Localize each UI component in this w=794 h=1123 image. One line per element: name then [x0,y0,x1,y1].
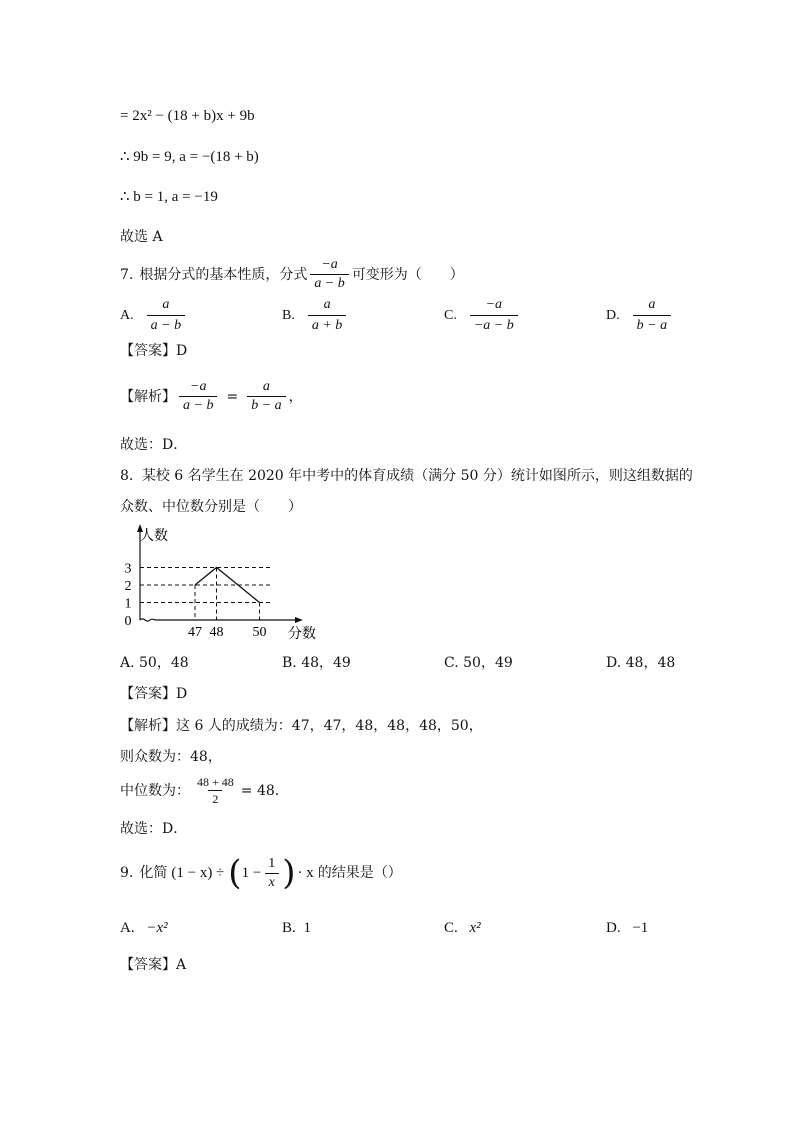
analysis-tail: ， [288,388,303,405]
question-8-mode: 则众数为：48， [120,749,222,765]
x-tick-label-50: 50 [252,625,267,640]
y-axis-label: 人数 [140,528,168,544]
question-9-option-a [120,921,168,936]
question-8-option-b [282,656,351,670]
question-7-text-before: 根据分式的基本性质，分式 [139,266,308,283]
option-letter: B. [282,920,296,936]
x-tick-label-48: 48 [209,625,224,640]
answer-label: 【答案】 [120,957,176,973]
question-7-text-after: 可变形为（ ） [351,266,464,283]
equals-sign: = [226,388,239,405]
median-prefix: 中位数为： [120,782,190,799]
option-text: 1 [303,920,312,936]
solution-line-3: ∴ b = 1, a = −19 [120,189,218,205]
x-tick-label-47: 47 [188,625,202,640]
median-result: = 48． [240,782,289,799]
question-9-option-d [606,921,648,936]
expression-denominator: x [265,873,279,890]
question-8-option-c [444,656,513,670]
analysis-rhs-numerator: a [262,379,270,394]
solution-conclusion: 故选 A [120,229,163,245]
answer-label: 【答案】 [120,686,176,702]
answer-value: A [176,957,187,973]
option-letter: A. [120,920,135,936]
y-tick-label-3: 3 [124,561,132,577]
question-9-text-before: 化简 [139,865,168,881]
question-8-conclusion: 故选：D． [120,821,188,837]
option-text: 48，49 [301,655,351,671]
option-text: −1 [632,920,649,936]
question-7-option-d [606,297,674,334]
question-8-answer [120,687,187,701]
fraction-numerator: −a [321,257,338,272]
solution-line-1: = 2x² − (18 + b)x + 9b [120,108,255,124]
option-numerator: a [323,297,331,312]
question-8-analysis [120,719,483,733]
option-letter: C. [444,920,458,936]
option-letter: B. [282,307,295,323]
y-tick-label-1: 1 [124,596,132,612]
question-8-text: 某校 6 名学生在 2020 年中考中的体育成绩（满分 50 分）统计如图所示，则这组数据的 [141,468,693,484]
option-letter: C. [444,655,459,671]
option-letter: A. [120,307,134,323]
question-7-answer [120,344,187,358]
option-text: −x² [146,920,168,936]
x-axis-arrow [295,617,303,623]
expression-one-minus: 1 − [241,864,262,881]
answer-value: D [176,686,188,702]
y-tick-label-0: 0 [124,614,132,629]
question-9-number: 9. [120,865,134,881]
analysis-lhs-numerator: −a [190,379,207,394]
option-text: 48，48 [625,655,676,671]
question-7-option-a [120,297,188,334]
fraction-denominator: a − b [310,274,348,291]
answer-value: D [176,343,188,359]
analysis-label: 【解析】 [120,718,176,734]
option-letter: A. [120,655,135,671]
option-denominator: −a − b [470,315,518,334]
option-letter: D. [606,920,621,936]
expression-numerator: 1 [268,855,276,871]
question-8-number: 8. [120,468,134,484]
question-8-stem-line-2: 众数、中位数分别是（ ） [120,499,302,515]
question-8-median [120,776,289,805]
question-8-option-d [606,656,675,670]
option-denominator: b − a [633,315,671,334]
question-9-answer [120,958,186,972]
analysis-label: 【解析】 [120,388,176,405]
option-numerator: a [162,297,170,312]
analysis-text: 这 6 人的成绩为：47，47，48，48，48，50， [176,718,483,734]
question-7-stem [120,258,464,291]
question-9-text-after: 的结果是（） [317,865,402,881]
option-text: 50，48 [139,655,189,671]
option-denominator: a + b [308,315,346,334]
option-denominator: a − b [147,315,185,334]
y-tick-label-2: 2 [124,579,132,594]
expression-part-1: (1 − x) ÷ [171,864,225,881]
question-8-option-a [120,656,189,670]
option-text: 50，49 [463,655,513,671]
x-axis [140,619,296,621]
expression-tail: · x [297,864,314,881]
question-8-stem-line-1 [120,469,693,483]
answer-label: 【答案】 [120,343,176,359]
question-9-option-b [282,921,311,936]
solution-line-2: ∴ 9b = 9, a = −(18 + b) [120,149,259,165]
option-letter: C. [444,307,457,323]
question-7-analysis [120,380,303,413]
option-numerator: −a [485,297,503,312]
median-denominator: 2 [208,790,222,805]
question-7-option-b [282,297,349,334]
option-letter: D. [606,655,622,671]
option-text: x² [469,920,481,936]
analysis-lhs-denominator: a − b [179,396,217,413]
option-numerator: a [648,297,656,312]
question-7-conclusion: 故选：D． [120,437,188,453]
option-letter: D. [606,307,620,323]
option-letter: B. [282,655,297,671]
question-7-number: 7. [120,266,134,283]
question-7-fraction [310,258,348,291]
analysis-rhs-denominator: b − a [247,396,285,413]
median-numerator: 48 + 48 [197,775,234,789]
question-7-option-c [444,297,521,334]
question-9-stem: 9. 化简 (1 − x) ÷ ( 1 − $\frac{1}{x}$ ) · x 的结果是（） [120,853,402,893]
x-axis-label: 分数 [288,626,316,642]
question-9-option-c [444,921,481,936]
score-distribution-chart [110,520,330,644]
chart-dynamic-elements [125,562,271,641]
